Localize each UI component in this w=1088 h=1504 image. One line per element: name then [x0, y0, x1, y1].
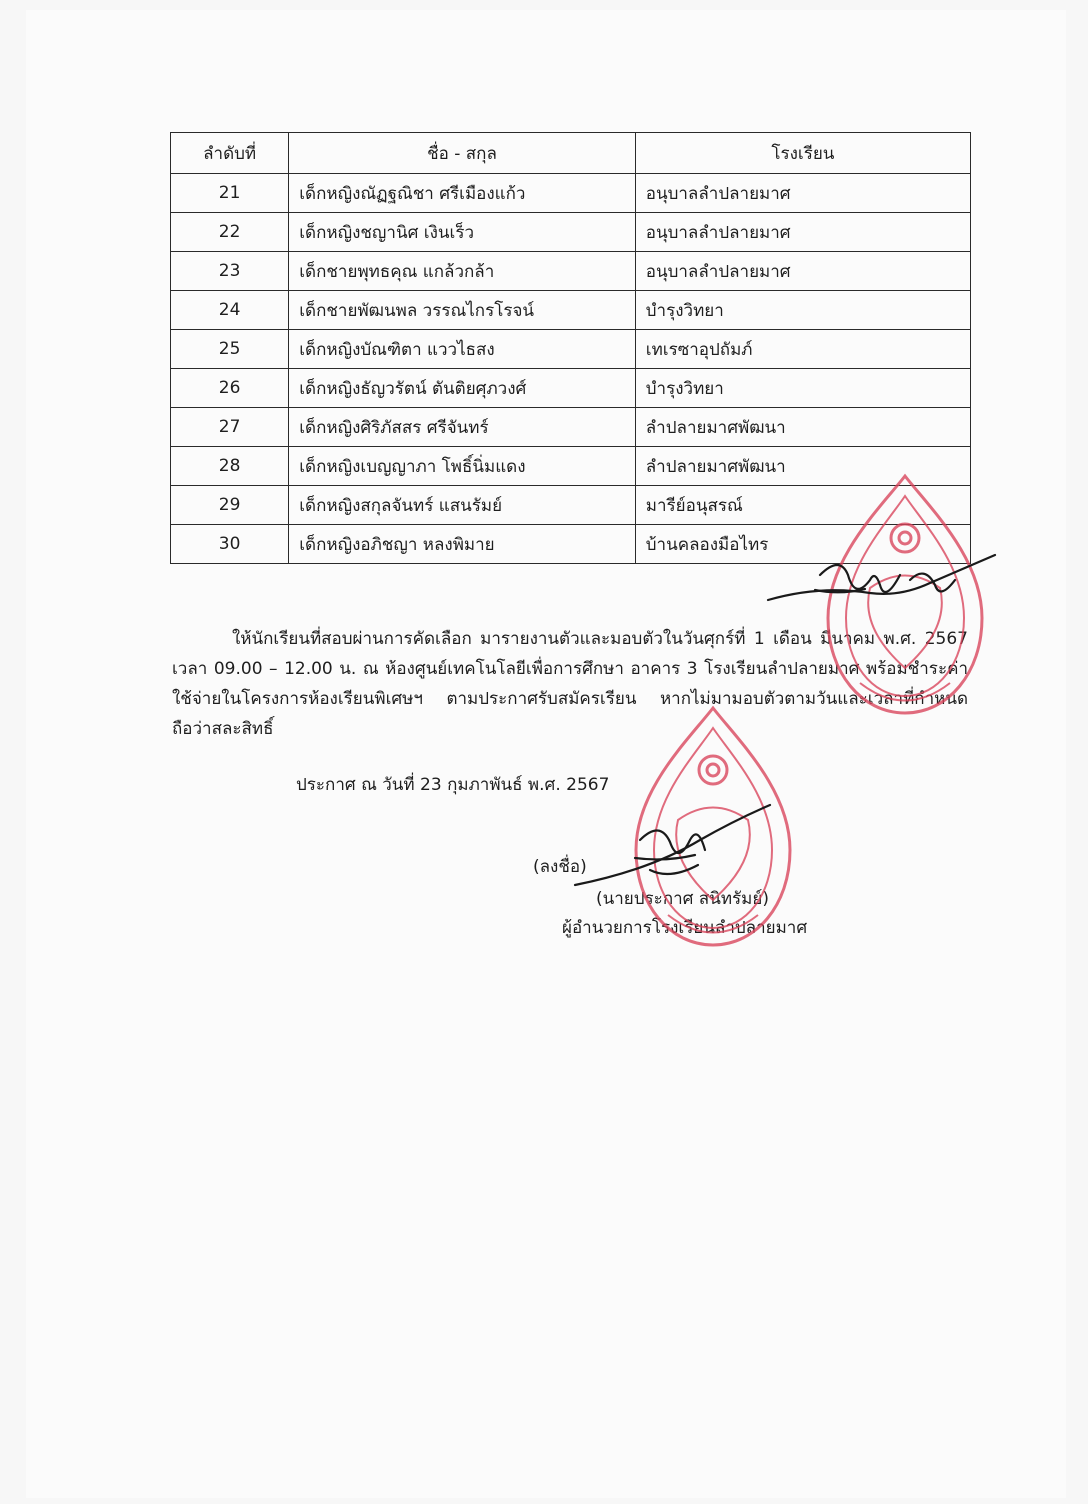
signature-label: (ลงชื่อ) — [533, 857, 587, 877]
table-row — [171, 213, 971, 252]
table-row — [171, 330, 971, 369]
row-name: เด็กหญิงบัณฑิตา แววไธสง — [289, 330, 636, 369]
table-row — [171, 486, 971, 525]
row-school: อนุบาลลำปลายมาศ — [635, 174, 970, 213]
row-name: เด็กหญิงธัญวรัตน์ ตันติยศุภวงศ์ — [289, 369, 636, 408]
row-school: บำรุงวิทยา — [635, 369, 970, 408]
header-school: โรงเรียน — [635, 133, 970, 174]
row-name: เด็กหญิงชญานิศ เงินเร็ว — [289, 213, 636, 252]
row-number: 29 — [171, 486, 289, 525]
row-school: บ้านคลองมือไทร — [635, 525, 970, 564]
row-school: มารีย์อนุสรณ์ — [635, 486, 970, 525]
table-row — [171, 252, 971, 291]
notice-paragraph: ให้นักเรียนที่สอบผ่านการคัดเลือก มารายงานตัวและมอบตัวในวันศุกร์ที่ 1 เดือน มีนาคม พ.ศ. 2567 เวลา 09.00 – 12.00 น. ณ ห้องศูนย์เทคโนโลยีเพื่อการศึกษา อาคาร 3 โรงเรียนลำปลายมาศ พร้อมชำระค่าใช้จ่ายในโครงการห้องเรียนพิเศษฯ ตามประกาศรับสมัครเรียน หากไม่มามอบตัวตามวันและเวลาที่กำหนดถือว่าสละสิทธิ์ — [172, 629, 968, 739]
row-number: 30 — [171, 525, 289, 564]
notice-text — [172, 624, 968, 744]
table-row — [171, 174, 971, 213]
student-table — [170, 132, 971, 564]
row-school: บำรุงวิทยา — [635, 291, 970, 330]
row-number: 26 — [171, 369, 289, 408]
row-school: ลำปลายมาศพัฒนา — [635, 408, 970, 447]
header-name: ชื่อ - สกุล — [289, 133, 636, 174]
row-number: 28 — [171, 447, 289, 486]
row-name: เด็กหญิงสกุลจันทร์ แสนรัมย์ — [289, 486, 636, 525]
row-name: เด็กชายพัฒนพล วรรณไกรโรจน์ — [289, 291, 636, 330]
announcement-date: ประกาศ ณ วันที่ 23 กุมภาพันธ์ พ.ศ. 2567 — [296, 775, 610, 795]
row-number: 21 — [171, 174, 289, 213]
table-row — [171, 525, 971, 564]
table-row — [171, 447, 971, 486]
row-number: 23 — [171, 252, 289, 291]
signatory-name: (นายประกาศ สนิทรัมย์) — [596, 889, 769, 909]
row-name: เด็กหญิงศิริภัสสร ศรีจันทร์ — [289, 408, 636, 447]
table-row — [171, 408, 971, 447]
row-name: เด็กหญิงเบญญาภา โพธิ์นิ่มแดง — [289, 447, 636, 486]
row-number: 22 — [171, 213, 289, 252]
row-number: 24 — [171, 291, 289, 330]
row-number: 25 — [171, 330, 289, 369]
signatory-title: ผู้อำนวยการโรงเรียนลำปลายมาศ — [562, 918, 808, 938]
row-name: เด็กชายพุทธคุณ แกล้วกล้า — [289, 252, 636, 291]
row-name: เด็กหญิงอภิชญา หลงพิมาย — [289, 525, 636, 564]
table-row — [171, 369, 971, 408]
table-row — [171, 291, 971, 330]
header-number: ลำดับที่ — [171, 133, 289, 174]
row-school: เทเรซาอุปถัมภ์ — [635, 330, 970, 369]
row-school: ลำปลายมาศพัฒนา — [635, 447, 970, 486]
row-name: เด็กหญิงณัฏฐณิชา ศรีเมืองแก้ว — [289, 174, 636, 213]
row-number: 27 — [171, 408, 289, 447]
row-school: อนุบาลลำปลายมาศ — [635, 252, 970, 291]
table-header-row — [171, 133, 971, 174]
row-school: อนุบาลลำปลายมาศ — [635, 213, 970, 252]
